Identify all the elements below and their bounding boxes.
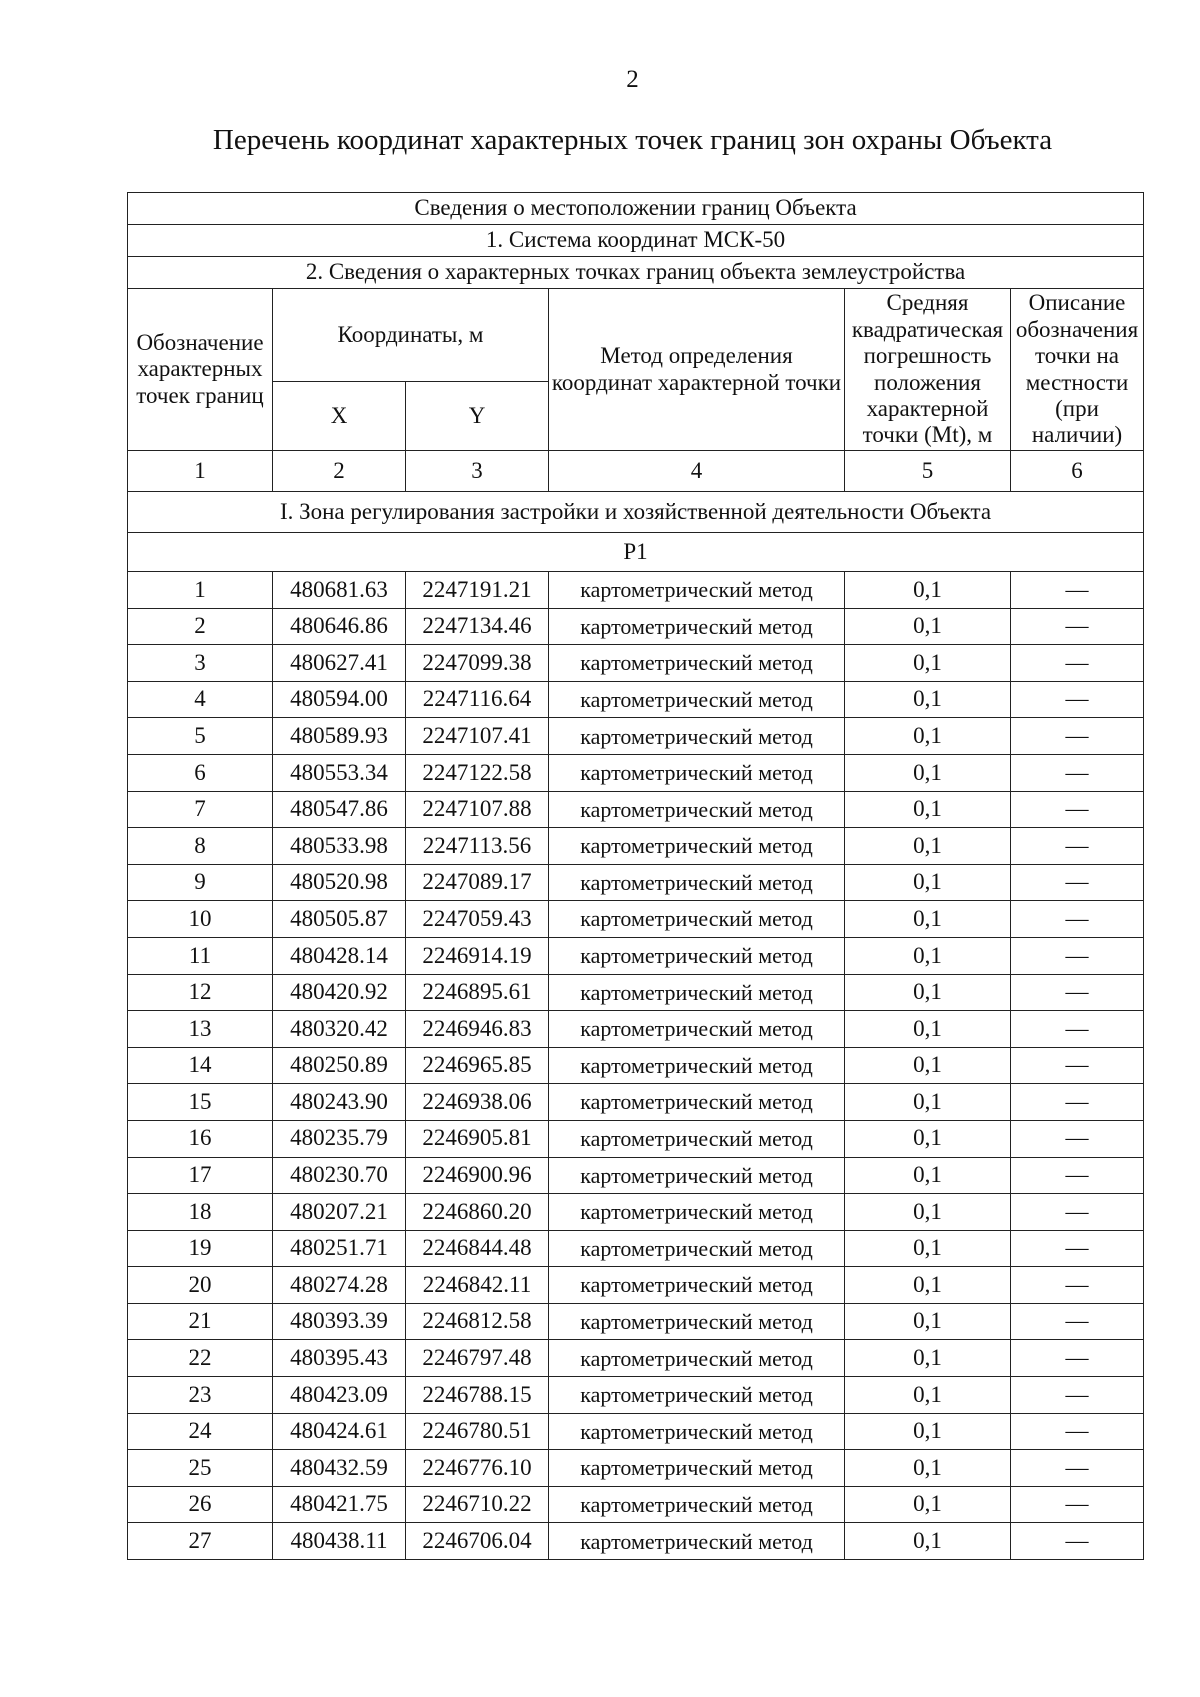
error-cell: 0,1 bbox=[845, 864, 1011, 901]
description-cell: — bbox=[1011, 864, 1144, 901]
method-cell: картометрический метод bbox=[549, 681, 845, 718]
error-cell: 0,1 bbox=[845, 791, 1011, 828]
col-designation-header: Обозначение характерных точек границ bbox=[128, 289, 273, 451]
method-cell: картометрический метод bbox=[549, 718, 845, 755]
col-number: 2 bbox=[273, 451, 406, 492]
method-cell: картометрический метод bbox=[549, 1011, 845, 1048]
point-number-cell: 14 bbox=[128, 1047, 273, 1084]
x-coordinate-cell: 480646.86 bbox=[273, 608, 406, 645]
coordinates-table bbox=[127, 192, 1144, 1560]
x-coordinate-cell: 480553.34 bbox=[273, 754, 406, 791]
description-cell: — bbox=[1011, 937, 1144, 974]
description-cell: — bbox=[1011, 1230, 1144, 1267]
table-row bbox=[128, 828, 1144, 865]
table-row bbox=[128, 572, 1144, 609]
error-cell: 0,1 bbox=[845, 828, 1011, 865]
table-row bbox=[128, 1486, 1144, 1523]
error-cell: 0,1 bbox=[845, 1011, 1011, 1048]
point-number-cell: 23 bbox=[128, 1377, 273, 1414]
error-cell: 0,1 bbox=[845, 1047, 1011, 1084]
y-coordinate-cell: 2247107.41 bbox=[406, 718, 549, 755]
table-row bbox=[128, 681, 1144, 718]
y-coordinate-cell: 2247089.17 bbox=[406, 864, 549, 901]
y-coordinate-cell: 2246812.58 bbox=[406, 1303, 549, 1340]
col-method-header: Метод определения координат характерной точки bbox=[549, 289, 845, 451]
point-number-cell: 24 bbox=[128, 1413, 273, 1450]
x-coordinate-cell: 480393.39 bbox=[273, 1303, 406, 1340]
y-coordinate-cell: 2247107.88 bbox=[406, 791, 549, 828]
table-row bbox=[128, 645, 1144, 682]
table-row bbox=[128, 1194, 1144, 1231]
point-number-cell: 15 bbox=[128, 1084, 273, 1121]
method-cell: картометрический метод bbox=[549, 1486, 845, 1523]
error-cell: 0,1 bbox=[845, 754, 1011, 791]
description-cell: — bbox=[1011, 1523, 1144, 1560]
error-cell: 0,1 bbox=[845, 645, 1011, 682]
y-coordinate-cell: 2246797.48 bbox=[406, 1340, 549, 1377]
y-coordinate-cell: 2246914.19 bbox=[406, 937, 549, 974]
description-cell: — bbox=[1011, 718, 1144, 755]
method-cell: картометрический метод bbox=[549, 791, 845, 828]
error-cell: 0,1 bbox=[845, 1230, 1011, 1267]
table-row bbox=[128, 1230, 1144, 1267]
y-coordinate-cell: 2246946.83 bbox=[406, 1011, 549, 1048]
y-coordinate-cell: 2246965.85 bbox=[406, 1047, 549, 1084]
error-cell: 0,1 bbox=[845, 1377, 1011, 1414]
description-cell: — bbox=[1011, 1377, 1144, 1414]
x-coordinate-cell: 480505.87 bbox=[273, 901, 406, 938]
y-coordinate-cell: 2246788.15 bbox=[406, 1377, 549, 1414]
x-coordinate-cell: 480424.61 bbox=[273, 1413, 406, 1450]
method-cell: картометрический метод bbox=[549, 754, 845, 791]
method-cell: картометрический метод bbox=[549, 1340, 845, 1377]
method-cell: картометрический метод bbox=[549, 1120, 845, 1157]
table-row bbox=[128, 1011, 1144, 1048]
x-coordinate-cell: 480594.00 bbox=[273, 681, 406, 718]
table-row bbox=[128, 1450, 1144, 1487]
method-cell: картометрический метод bbox=[549, 572, 845, 609]
error-cell: 0,1 bbox=[845, 1340, 1011, 1377]
y-coordinate-cell: 2246706.04 bbox=[406, 1523, 549, 1560]
point-number-cell: 18 bbox=[128, 1194, 273, 1231]
error-cell: 0,1 bbox=[845, 572, 1011, 609]
document-title: Перечень координат характерных точек границ зон охраны Объекта bbox=[212, 124, 1053, 156]
x-coordinate-cell: 480207.21 bbox=[273, 1194, 406, 1231]
error-cell: 0,1 bbox=[845, 1303, 1011, 1340]
y-coordinate-cell: 2247113.56 bbox=[406, 828, 549, 865]
description-cell: — bbox=[1011, 645, 1144, 682]
method-cell: картометрический метод bbox=[549, 1377, 845, 1414]
x-coordinate-cell: 480428.14 bbox=[273, 937, 406, 974]
table-row bbox=[128, 937, 1144, 974]
description-cell: — bbox=[1011, 1267, 1144, 1304]
point-number-cell: 21 bbox=[128, 1303, 273, 1340]
error-cell: 0,1 bbox=[845, 1084, 1011, 1121]
point-number-cell: 6 bbox=[128, 754, 273, 791]
point-number-cell: 8 bbox=[128, 828, 273, 865]
col-number: 4 bbox=[549, 451, 845, 492]
x-coordinate-cell: 480420.92 bbox=[273, 974, 406, 1011]
error-cell: 0,1 bbox=[845, 974, 1011, 1011]
point-number-cell: 27 bbox=[128, 1523, 273, 1560]
x-coordinate-cell: 480589.93 bbox=[273, 718, 406, 755]
error-cell: 0,1 bbox=[845, 1194, 1011, 1231]
x-coordinate-cell: 480438.11 bbox=[273, 1523, 406, 1560]
description-cell: — bbox=[1011, 974, 1144, 1011]
method-cell: картометрический метод bbox=[549, 1047, 845, 1084]
table-row bbox=[128, 791, 1144, 828]
point-number-cell: 17 bbox=[128, 1157, 273, 1194]
method-cell: картометрический метод bbox=[549, 864, 845, 901]
description-cell: — bbox=[1011, 791, 1144, 828]
error-cell: 0,1 bbox=[845, 1523, 1011, 1560]
point-number-cell: 16 bbox=[128, 1120, 273, 1157]
point-number-cell: 22 bbox=[128, 1340, 273, 1377]
description-cell: — bbox=[1011, 572, 1144, 609]
method-cell: картометрический метод bbox=[549, 1194, 845, 1231]
error-cell: 0,1 bbox=[845, 718, 1011, 755]
y-coordinate-cell: 2246776.10 bbox=[406, 1450, 549, 1487]
col-number: 1 bbox=[128, 451, 273, 492]
point-number-cell: 13 bbox=[128, 1011, 273, 1048]
point-number-cell: 5 bbox=[128, 718, 273, 755]
x-coordinate-cell: 480681.63 bbox=[273, 572, 406, 609]
method-cell: картометрический метод bbox=[549, 1084, 845, 1121]
point-number-cell: 1 bbox=[128, 572, 273, 609]
error-cell: 0,1 bbox=[845, 1157, 1011, 1194]
description-cell: — bbox=[1011, 1194, 1144, 1231]
description-cell: — bbox=[1011, 1047, 1144, 1084]
point-number-cell: 26 bbox=[128, 1486, 273, 1523]
col-number: 6 bbox=[1011, 451, 1144, 492]
description-cell: — bbox=[1011, 1450, 1144, 1487]
error-cell: 0,1 bbox=[845, 1413, 1011, 1450]
y-coordinate-cell: 2247059.43 bbox=[406, 901, 549, 938]
error-cell: 0,1 bbox=[845, 901, 1011, 938]
page-number: 2 bbox=[626, 66, 639, 93]
location-header: Сведения о местоположении границ Объекта bbox=[128, 193, 1144, 225]
col-description-header: Описание обозначения точки на местности (при наличии) bbox=[1011, 289, 1144, 451]
x-coordinate-cell: 480533.98 bbox=[273, 828, 406, 865]
description-cell: — bbox=[1011, 1340, 1144, 1377]
x-coordinate-cell: 480395.43 bbox=[273, 1340, 406, 1377]
point-number-cell: 9 bbox=[128, 864, 273, 901]
point-number-cell: 10 bbox=[128, 901, 273, 938]
error-cell: 0,1 bbox=[845, 937, 1011, 974]
y-coordinate-cell: 2247099.38 bbox=[406, 645, 549, 682]
y-coordinate-cell: 2246938.06 bbox=[406, 1084, 549, 1121]
y-coordinate-cell: 2246842.11 bbox=[406, 1267, 549, 1304]
y-coordinate-cell: 2246905.81 bbox=[406, 1120, 549, 1157]
error-cell: 0,1 bbox=[845, 1267, 1011, 1304]
table-row bbox=[128, 718, 1144, 755]
point-number-cell: 7 bbox=[128, 791, 273, 828]
point-number-cell: 20 bbox=[128, 1267, 273, 1304]
method-cell: картометрический метод bbox=[549, 1267, 845, 1304]
description-cell: — bbox=[1011, 681, 1144, 718]
table-row bbox=[128, 754, 1144, 791]
col-number: 3 bbox=[406, 451, 549, 492]
method-cell: картометрический метод bbox=[549, 1303, 845, 1340]
y-coordinate-cell: 2246710.22 bbox=[406, 1486, 549, 1523]
description-cell: — bbox=[1011, 608, 1144, 645]
table-row bbox=[128, 1413, 1144, 1450]
zone-title: I. Зона регулирования застройки и хозяйственной деятельности Объекта bbox=[128, 492, 1144, 533]
table-row bbox=[128, 1303, 1144, 1340]
point-number-cell: 19 bbox=[128, 1230, 273, 1267]
table-row bbox=[128, 1377, 1144, 1414]
col-number: 5 bbox=[845, 451, 1011, 492]
table-row bbox=[128, 974, 1144, 1011]
error-cell: 0,1 bbox=[845, 1450, 1011, 1487]
x-coordinate-cell: 480627.41 bbox=[273, 645, 406, 682]
col-error-header: Средняя квадратическая погрешность положения характерной точки (Mt), м bbox=[845, 289, 1011, 451]
method-cell: картометрический метод bbox=[549, 608, 845, 645]
points-info-header: 2. Сведения о характерных точках границ объекта землеустройства bbox=[128, 257, 1144, 289]
col-y-header: Y bbox=[406, 382, 549, 451]
method-cell: картометрический метод bbox=[549, 828, 845, 865]
method-cell: картометрический метод bbox=[549, 1450, 845, 1487]
error-cell: 0,1 bbox=[845, 1120, 1011, 1157]
x-coordinate-cell: 480274.28 bbox=[273, 1267, 406, 1304]
table-row bbox=[128, 1267, 1144, 1304]
point-number-cell: 12 bbox=[128, 974, 273, 1011]
col-x-header: X bbox=[273, 382, 406, 451]
method-cell: картометрический метод bbox=[549, 1523, 845, 1560]
x-coordinate-cell: 480423.09 bbox=[273, 1377, 406, 1414]
description-cell: — bbox=[1011, 828, 1144, 865]
table-row bbox=[128, 1120, 1144, 1157]
method-cell: картометрический метод bbox=[549, 1413, 845, 1450]
table-row bbox=[128, 1157, 1144, 1194]
point-number-cell: 4 bbox=[128, 681, 273, 718]
table-row bbox=[128, 1084, 1144, 1121]
description-cell: — bbox=[1011, 754, 1144, 791]
table-row bbox=[128, 901, 1144, 938]
table-row bbox=[128, 1047, 1144, 1084]
description-cell: — bbox=[1011, 1120, 1144, 1157]
description-cell: — bbox=[1011, 1486, 1144, 1523]
point-number-cell: 11 bbox=[128, 937, 273, 974]
table-row bbox=[128, 864, 1144, 901]
part-label: Р1 bbox=[128, 533, 1144, 572]
method-cell: картометрический метод bbox=[549, 901, 845, 938]
point-number-cell: 2 bbox=[128, 608, 273, 645]
table-row bbox=[128, 1523, 1144, 1560]
description-cell: — bbox=[1011, 1157, 1144, 1194]
coord-system-header: 1. Система координат МСК-50 bbox=[128, 225, 1144, 257]
x-coordinate-cell: 480421.75 bbox=[273, 1486, 406, 1523]
method-cell: картометрический метод bbox=[549, 1230, 845, 1267]
description-cell: — bbox=[1011, 1084, 1144, 1121]
x-coordinate-cell: 480520.98 bbox=[273, 864, 406, 901]
y-coordinate-cell: 2246844.48 bbox=[406, 1230, 549, 1267]
y-coordinate-cell: 2246900.96 bbox=[406, 1157, 549, 1194]
point-number-cell: 25 bbox=[128, 1450, 273, 1487]
description-cell: — bbox=[1011, 1011, 1144, 1048]
y-coordinate-cell: 2246860.20 bbox=[406, 1194, 549, 1231]
error-cell: 0,1 bbox=[845, 1486, 1011, 1523]
method-cell: картометрический метод bbox=[549, 974, 845, 1011]
description-cell: — bbox=[1011, 1413, 1144, 1450]
y-coordinate-cell: 2246780.51 bbox=[406, 1413, 549, 1450]
x-coordinate-cell: 480243.90 bbox=[273, 1084, 406, 1121]
error-cell: 0,1 bbox=[845, 681, 1011, 718]
y-coordinate-cell: 2247134.46 bbox=[406, 608, 549, 645]
point-number-cell: 3 bbox=[128, 645, 273, 682]
method-cell: картометрический метод bbox=[549, 645, 845, 682]
x-coordinate-cell: 480250.89 bbox=[273, 1047, 406, 1084]
y-coordinate-cell: 2246895.61 bbox=[406, 974, 549, 1011]
description-cell: — bbox=[1011, 1303, 1144, 1340]
error-cell: 0,1 bbox=[845, 608, 1011, 645]
y-coordinate-cell: 2247191.21 bbox=[406, 572, 549, 609]
table-row bbox=[128, 608, 1144, 645]
x-coordinate-cell: 480251.71 bbox=[273, 1230, 406, 1267]
table-row bbox=[128, 1340, 1144, 1377]
method-cell: картометрический метод bbox=[549, 937, 845, 974]
method-cell: картометрический метод bbox=[549, 1157, 845, 1194]
x-coordinate-cell: 480235.79 bbox=[273, 1120, 406, 1157]
y-coordinate-cell: 2247122.58 bbox=[406, 754, 549, 791]
x-coordinate-cell: 480230.70 bbox=[273, 1157, 406, 1194]
x-coordinate-cell: 480320.42 bbox=[273, 1011, 406, 1048]
x-coordinate-cell: 480432.59 bbox=[273, 1450, 406, 1487]
description-cell: — bbox=[1011, 901, 1144, 938]
col-coordinates-header: Координаты, м bbox=[273, 289, 549, 382]
y-coordinate-cell: 2247116.64 bbox=[406, 681, 549, 718]
x-coordinate-cell: 480547.86 bbox=[273, 791, 406, 828]
